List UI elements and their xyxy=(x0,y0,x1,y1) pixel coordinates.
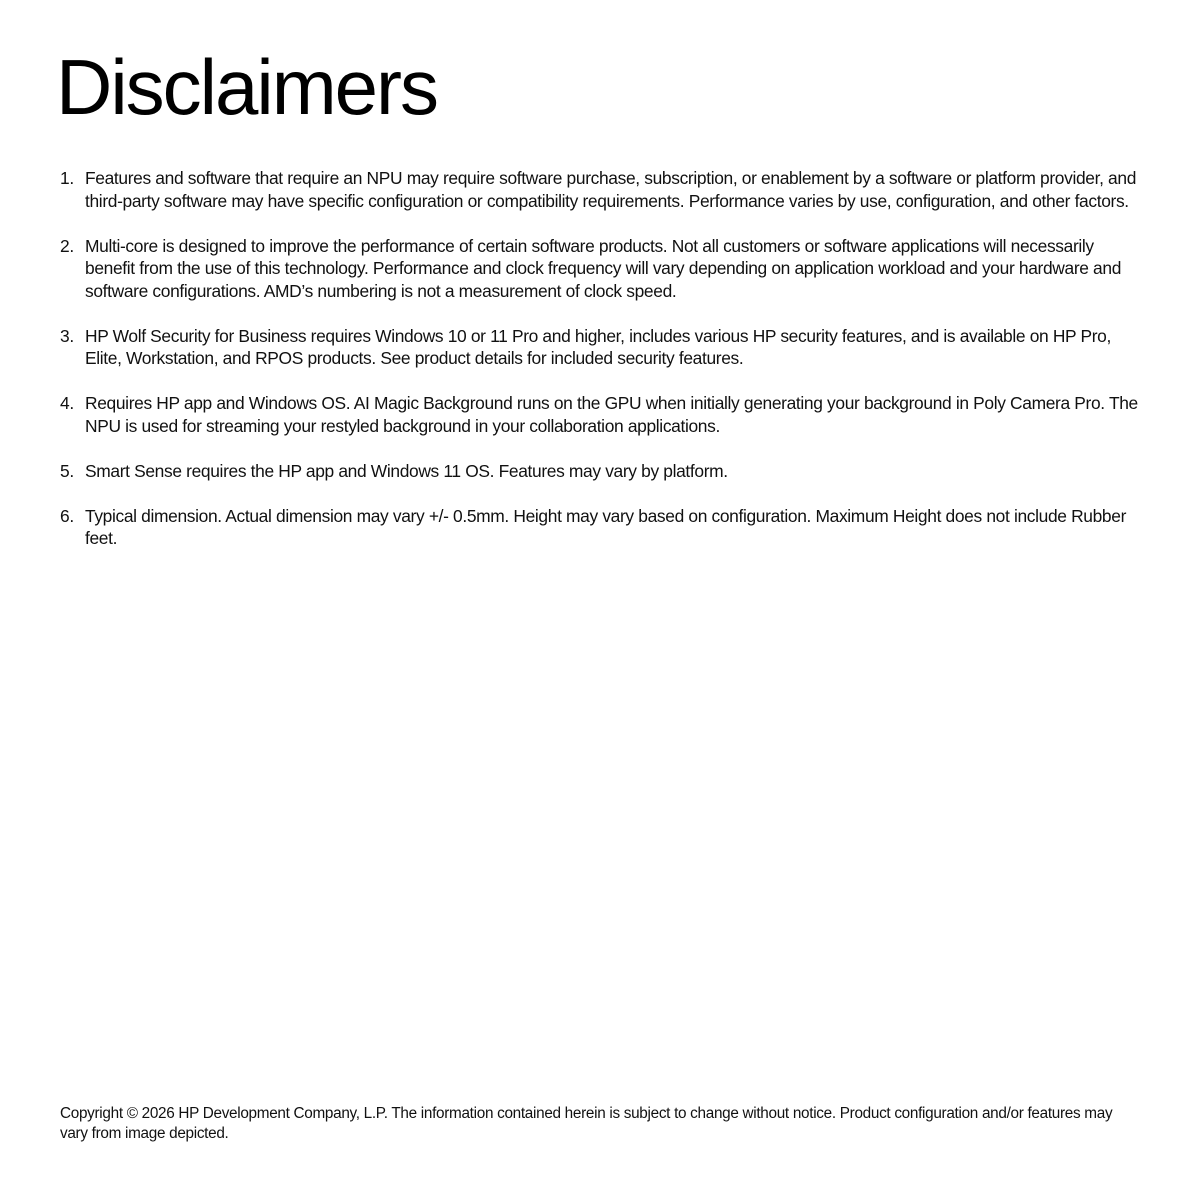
disclaimer-text: Features and software that require an NPU may require software purchase, subscription, or enablement by a software or platform provider, and third-party software may have specific configuration or compatibility requirements. Performance varies by use, configuration, and other factors. xyxy=(85,168,1137,211)
disclaimer-number: 1. xyxy=(60,168,74,188)
disclaimer-item-5 xyxy=(60,460,1145,483)
disclaimer-number: 3. xyxy=(60,325,74,346)
disclaimer-number: 5. xyxy=(60,460,74,481)
disclaimer-number: 2. xyxy=(60,235,74,256)
copyright-notice: Copyright © 2026 HP Development Company, L.P. The information contained herein is subject to change without notice. Product configuration and/or features may vary from image depicted. xyxy=(60,1105,1113,1142)
disclaimer-text: Requires HP app and Windows OS. AI Magic Background runs on the GPU when initially generating your background in Poly Camera Pro. The NPU is used for streaming your restyled background in your collaboration applications. xyxy=(85,393,1138,436)
disclaimer-item-4 xyxy=(60,392,1145,437)
disclaimer-number: 6. xyxy=(60,505,74,526)
disclaimer-item-2 xyxy=(60,235,1145,303)
disclaimer-item-6 xyxy=(60,505,1145,550)
disclaimer-text: Typical dimension. Actual dimension may vary +/- 0.5mm. Height may vary based on configuration. Maximum Height does not include Rubber feet. xyxy=(85,505,1127,548)
disclaimer-text: Multi-core is designed to improve the performance of certain software products. Not all customers or software applications will necessarily benefit from the use of this technology. Performance and clock frequency will vary depending on application workload and your hardware and software configurations. AMD’s numbering is not a measurement of clock speed. xyxy=(85,235,1122,301)
disclaimer-item-3 xyxy=(60,325,1145,370)
disclaimer-list xyxy=(60,167,1145,572)
page-title: Disclaimers xyxy=(56,43,438,131)
disclaimer-text: HP Wolf Security for Business requires Windows 10 or 11 Pro and higher, includes various HP security features, and is available on HP Pro, Elite, Workstation, and RPOS products. See product details for included security features. xyxy=(85,325,1111,368)
disclaimer-number: 4. xyxy=(60,393,74,413)
disclaimer-text: Smart Sense requires the HP app and Windows 11 OS. Features may vary by platform. xyxy=(85,460,728,481)
disclaimer-item-1 xyxy=(60,167,1145,212)
